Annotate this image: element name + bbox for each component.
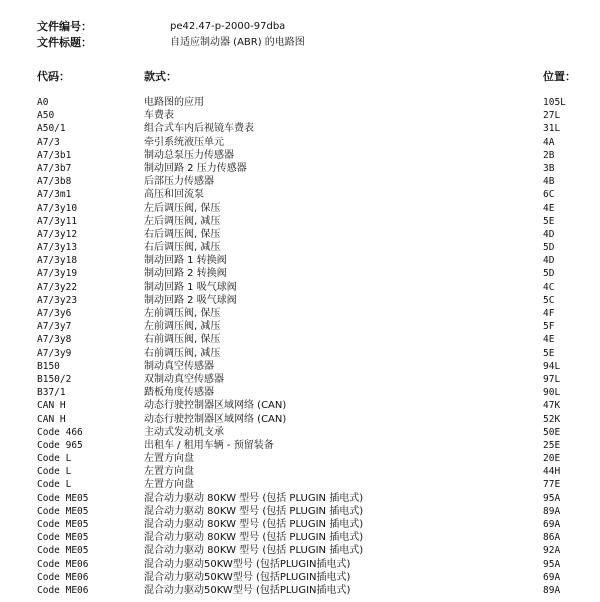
component-code: A7/3y19 [37, 268, 78, 280]
table-row [0, 452, 600, 465]
component-description: 混合动力驱动 80KW 型号 (包括 PLUGIN 插电式) [144, 545, 364, 557]
table-row [0, 426, 600, 439]
component-description: 右前调压阀, 减压 [144, 347, 221, 359]
component-position: 77E [543, 479, 561, 491]
component-description: 混合动力驱动 80KW 型号 (包括 PLUGIN 插电式) [144, 532, 364, 544]
table-row [0, 281, 600, 294]
component-position: 4C [543, 281, 555, 293]
component-code: Code ME05 [37, 532, 89, 544]
component-code: A7/3y18 [37, 255, 78, 267]
table-row [0, 96, 600, 109]
component-position: 97L [543, 373, 561, 385]
component-description: 左前调压阀, 减压 [144, 321, 221, 333]
component-code: CAN H [37, 400, 66, 412]
component-code: Code L [37, 453, 72, 465]
component-code: A7/3 [37, 136, 60, 148]
table-row [0, 360, 600, 373]
table-row [0, 241, 600, 254]
component-description: 左置方向盘 [144, 466, 194, 478]
component-code: B150/2 [37, 373, 72, 385]
component-code: Code 965 [37, 439, 83, 451]
component-position: 47K [543, 400, 561, 412]
table-row [0, 149, 600, 162]
component-code: A7/3b8 [37, 176, 72, 188]
table-row [0, 333, 600, 346]
table-row [0, 109, 600, 122]
component-code: Code ME06 [37, 584, 89, 596]
component-description: 左前调压阀, 保压 [144, 308, 221, 319]
table-row [0, 492, 600, 505]
component-description: 左后调压阀, 减压 [144, 215, 221, 227]
table-row [0, 531, 600, 544]
table-row [0, 584, 600, 597]
table-row [0, 518, 600, 531]
component-description: 电路图的应用 [144, 97, 204, 108]
component-position: 5F [543, 321, 555, 333]
table-row [0, 571, 600, 584]
component-description: 动态行驶控制器区域网络 (CAN) [144, 400, 287, 412]
doc-number-value: pe42.47-p-2000-97dba [170, 21, 286, 32]
component-list [0, 96, 600, 597]
component-description: 制动回路 2 吸气球阀 [144, 294, 237, 306]
component-description: 右前调压阀, 保压 [144, 334, 221, 346]
component-position: 69A [543, 571, 561, 583]
table-row [0, 267, 600, 280]
component-position: 2B [543, 149, 555, 161]
component-position: 95A [543, 558, 561, 570]
component-position: 27L [543, 110, 561, 122]
component-description: 混合动力驱动50KW型号 (包括PLUGIN插电式) [144, 584, 351, 596]
component-code: A7/3m1 [37, 189, 72, 201]
component-position: 69A [543, 519, 561, 530]
table-row [0, 320, 600, 333]
component-position: 52K [543, 413, 561, 425]
component-position: 4D [543, 228, 555, 240]
table-row [0, 505, 600, 518]
component-position: 50E [543, 426, 561, 438]
table-row [0, 294, 600, 307]
component-position: 44H [543, 466, 561, 478]
component-position: 4F [543, 308, 555, 319]
table-row [0, 399, 600, 412]
component-position: 6C [543, 189, 555, 201]
component-description: 后部压力传感器 [144, 176, 214, 188]
component-position: 25E [543, 439, 561, 451]
component-code: Code ME06 [37, 558, 89, 570]
component-code: A7/3y22 [37, 281, 78, 293]
component-code: A50/1 [37, 123, 66, 135]
component-description: 制动回路 1 转换阀 [144, 255, 227, 267]
table-row [0, 307, 600, 320]
table-row [0, 215, 600, 228]
component-description: 双制动真空传感器 [144, 373, 224, 385]
component-code: A7/3y13 [37, 242, 78, 254]
component-code: Code ME05 [37, 545, 89, 557]
component-description: 混合动力驱动50KW型号 (包括PLUGIN插电式) [144, 571, 351, 583]
component-code: A7/3y8 [37, 334, 72, 346]
component-code: A7/3b1 [37, 149, 72, 161]
component-code: A7/3y10 [37, 202, 78, 214]
component-description: 制动真空传感器 [144, 360, 214, 372]
component-description: 左后调压阀, 保压 [144, 202, 221, 214]
component-position: 86A [543, 532, 561, 544]
component-position: 90L [543, 387, 561, 399]
component-code: B150 [37, 360, 60, 372]
table-row [0, 188, 600, 201]
table-row [0, 478, 600, 491]
table-row [0, 413, 600, 426]
component-code: A7/3y12 [37, 228, 78, 240]
doc-number-label: 文件编号： [37, 20, 92, 33]
component-description: 牵引系统液压单元 [144, 136, 224, 148]
component-code: Code ME05 [37, 492, 89, 504]
component-position: 5E [543, 347, 555, 359]
component-description: 制动回路 2 转换阀 [144, 268, 227, 280]
component-code: Code L [37, 466, 72, 478]
doc-title-label: 文件标题： [37, 36, 92, 49]
component-description: 制动总泵压力传感器 [144, 149, 234, 161]
component-description: 组合式车内后视镜车费表 [144, 123, 254, 135]
table-row [0, 228, 600, 241]
component-position: 4E [543, 202, 555, 214]
table-row [0, 373, 600, 386]
component-position: 5C [543, 294, 555, 306]
component-description: 混合动力驱动50KW型号 (包括PLUGIN插电式) [144, 558, 351, 570]
position-column-header: 位置： [543, 70, 576, 83]
description-column-header: 款式： [144, 70, 177, 83]
component-code: A7/3y23 [37, 294, 78, 306]
component-description: 左置方向盘 [144, 479, 194, 491]
code-column-header: 代码： [37, 70, 70, 83]
component-code: B37/1 [37, 387, 66, 399]
component-position: 4A [543, 136, 555, 148]
table-row [0, 136, 600, 149]
component-code: Code 466 [37, 426, 83, 438]
component-position: 95A [543, 492, 561, 504]
component-code: A7/3y11 [37, 215, 78, 227]
component-code: A7/3y9 [37, 347, 72, 359]
component-position: 89A [543, 505, 561, 517]
component-description: 制动回路 2 压力传感器 [144, 162, 247, 174]
table-row [0, 254, 600, 267]
component-code: A7/3b7 [37, 162, 72, 174]
component-code: A50 [37, 110, 55, 122]
component-description: 主动式发动机支承 [144, 426, 224, 438]
component-position: 5D [543, 268, 555, 280]
component-position: 4E [543, 334, 555, 346]
component-position: 94L [543, 360, 561, 372]
component-code: Code ME06 [37, 571, 89, 583]
component-position: 5E [543, 215, 555, 227]
table-row [0, 175, 600, 188]
component-description: 踏板角度传感器 [144, 387, 214, 399]
doc-title-value: 自适应制动器 (ABR) 的电路图 [170, 37, 305, 48]
component-description: 混合动力驱动 80KW 型号 (包括 PLUGIN 插电式) [144, 505, 364, 517]
component-code: Code ME05 [37, 505, 89, 517]
table-row [0, 465, 600, 478]
component-code: Code L [37, 479, 72, 491]
component-position: 4B [543, 176, 555, 188]
component-code: A7/3y7 [37, 321, 72, 333]
component-description: 出租车 / 租用车辆 - 预留装备 [144, 439, 274, 451]
component-description: 右后调压阀, 保压 [144, 228, 221, 240]
component-position: 4D [543, 255, 555, 267]
component-description: 高压和回流泵 [144, 189, 204, 201]
component-description: 动态行驶控制器区域网络 (CAN) [144, 413, 287, 425]
component-description: 制动回路 1 吸气球阀 [144, 281, 237, 293]
table-row [0, 558, 600, 571]
component-description: 混合动力驱动 80KW 型号 (包括 PLUGIN 插电式) [144, 492, 364, 504]
table-row [0, 544, 600, 557]
component-code: A7/3y6 [37, 308, 72, 319]
component-description: 车费表 [144, 110, 174, 122]
table-row [0, 386, 600, 399]
component-position: 20E [543, 453, 561, 465]
table-row [0, 202, 600, 215]
table-row [0, 439, 600, 452]
component-code: CAN H [37, 413, 66, 425]
component-code: A0 [37, 97, 49, 108]
component-description: 混合动力驱动 80KW 型号 (包括 PLUGIN 插电式) [144, 519, 364, 530]
component-description: 左置方向盘 [144, 453, 194, 465]
component-position: 3B [543, 162, 555, 174]
component-position: 89A [543, 584, 561, 596]
component-code: Code ME05 [37, 519, 89, 530]
component-description: 右后调压阀, 减压 [144, 242, 221, 254]
component-position: 92A [543, 545, 561, 557]
table-row [0, 162, 600, 175]
component-position: 5D [543, 242, 555, 254]
component-position: 105L [543, 97, 566, 108]
component-position: 31L [543, 123, 561, 135]
table-row [0, 122, 600, 135]
table-row [0, 347, 600, 360]
